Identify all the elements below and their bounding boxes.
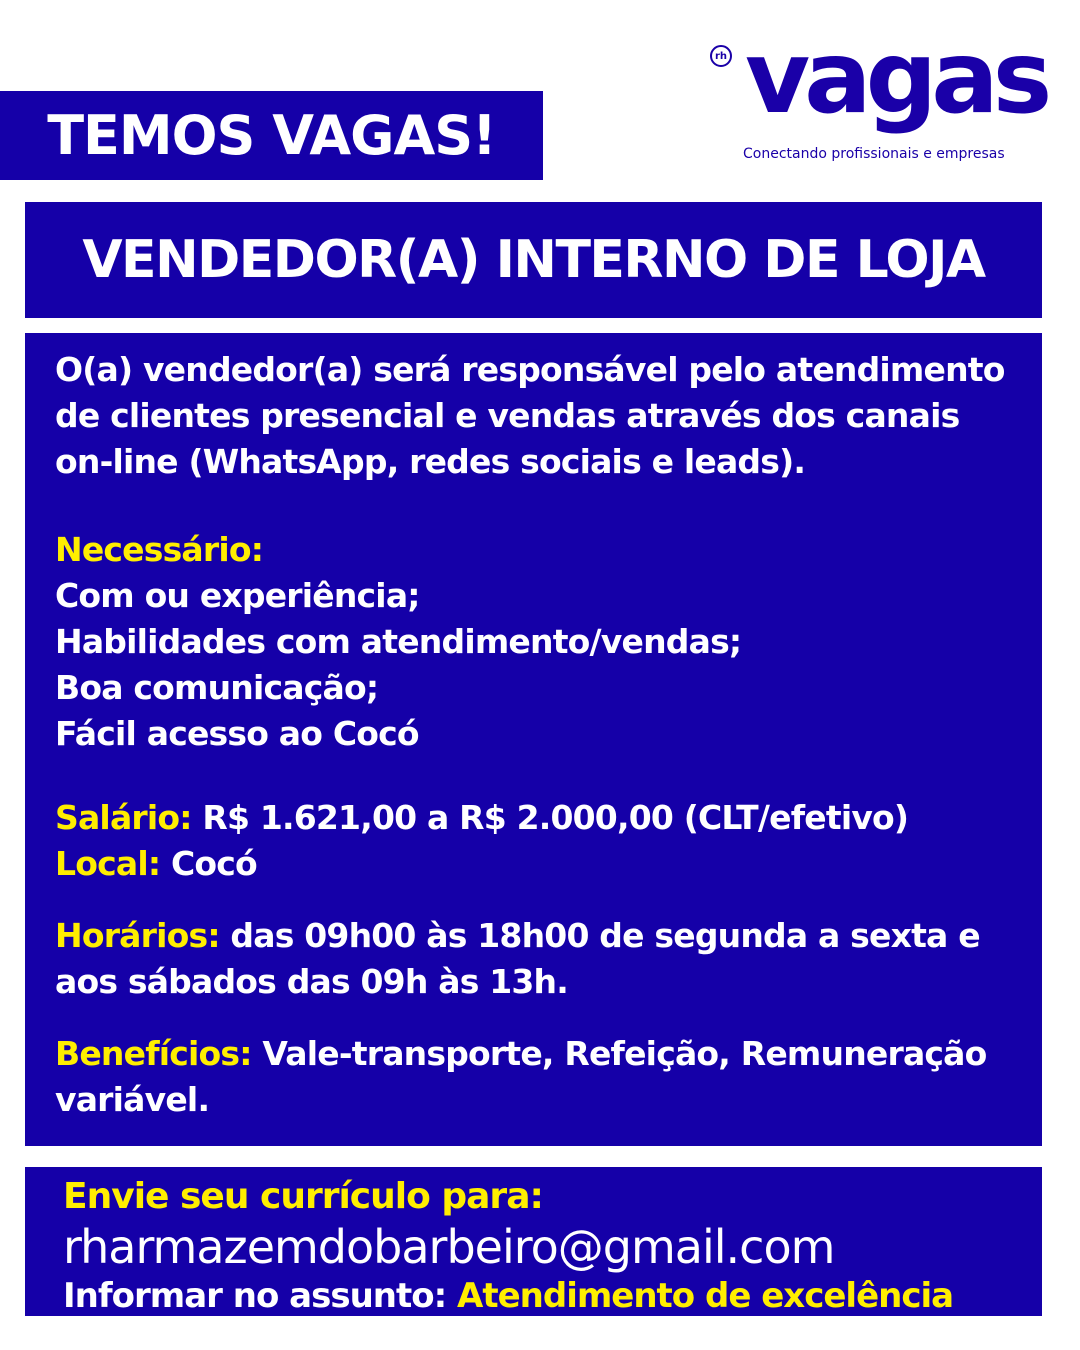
requirement-item: Boa comunicação; [55,668,379,707]
contact-box [25,1167,1042,1316]
subject-line [63,1273,1042,1319]
contact-email[interactable]: rharmazemdobarbeiro@gmail.com [63,1220,835,1274]
subject-value: Atendimento de excelência [457,1276,954,1316]
location-line [55,841,1022,887]
hours-label: Horários: [55,916,220,955]
requirement-item: Habilidades com atendimento/vendas; [55,622,742,661]
salary-value: R$ 1.621,00 a R$ 2.000,00 (CLT/efetivo) [191,798,909,837]
benefits-label: Benefícios: [55,1034,252,1073]
job-title-box [25,202,1042,318]
hours-value: das 09h00 às 18h00 de segunda a sexta e [219,916,980,955]
logo-tagline: Conectando profissionais e empresas [743,146,1005,162]
banner-text: TEMOS VAGAS! [47,104,496,167]
logo-rh-text: rh [714,50,728,62]
salary-label: Salário: [55,798,192,837]
requirement-item: Com ou experiência; [55,576,420,615]
job-details-box [25,333,1042,1146]
temos-vagas-banner [0,91,543,180]
location-label: Local: [55,844,161,883]
description-line: de clientes presencial e vendas através dos canais [55,396,960,435]
description-line: O(a) vendedor(a) será responsável pelo atendimento [55,350,1005,389]
requirement-item: Fácil acesso ao Cocó [55,714,419,753]
requirements-heading: Necessário: [55,530,264,569]
hours-line [55,913,1022,959]
location-value: Cocó [160,844,257,883]
job-title: VENDEDOR(A) INTERNO DE LOJA [82,230,985,290]
send-cv-cta: Envie seu currículo para: [63,1176,543,1217]
hours-line-2: aos sábados das 09h às 13h. [55,962,568,1001]
subject-label: Informar no assunto: [63,1276,458,1316]
benefits-line [55,1031,1022,1077]
rh-badge-icon [710,45,732,67]
logo-wordmark: vagas [745,19,1047,136]
salary-line [55,795,1022,841]
benefits-value: Vale-transporte, Refeição, Remuneração [251,1034,987,1073]
description-line: on-line (WhatsApp, redes sociais e leads). [55,442,806,481]
benefits-line-2: variável. [55,1080,210,1119]
vagas-logo [705,19,1050,170]
